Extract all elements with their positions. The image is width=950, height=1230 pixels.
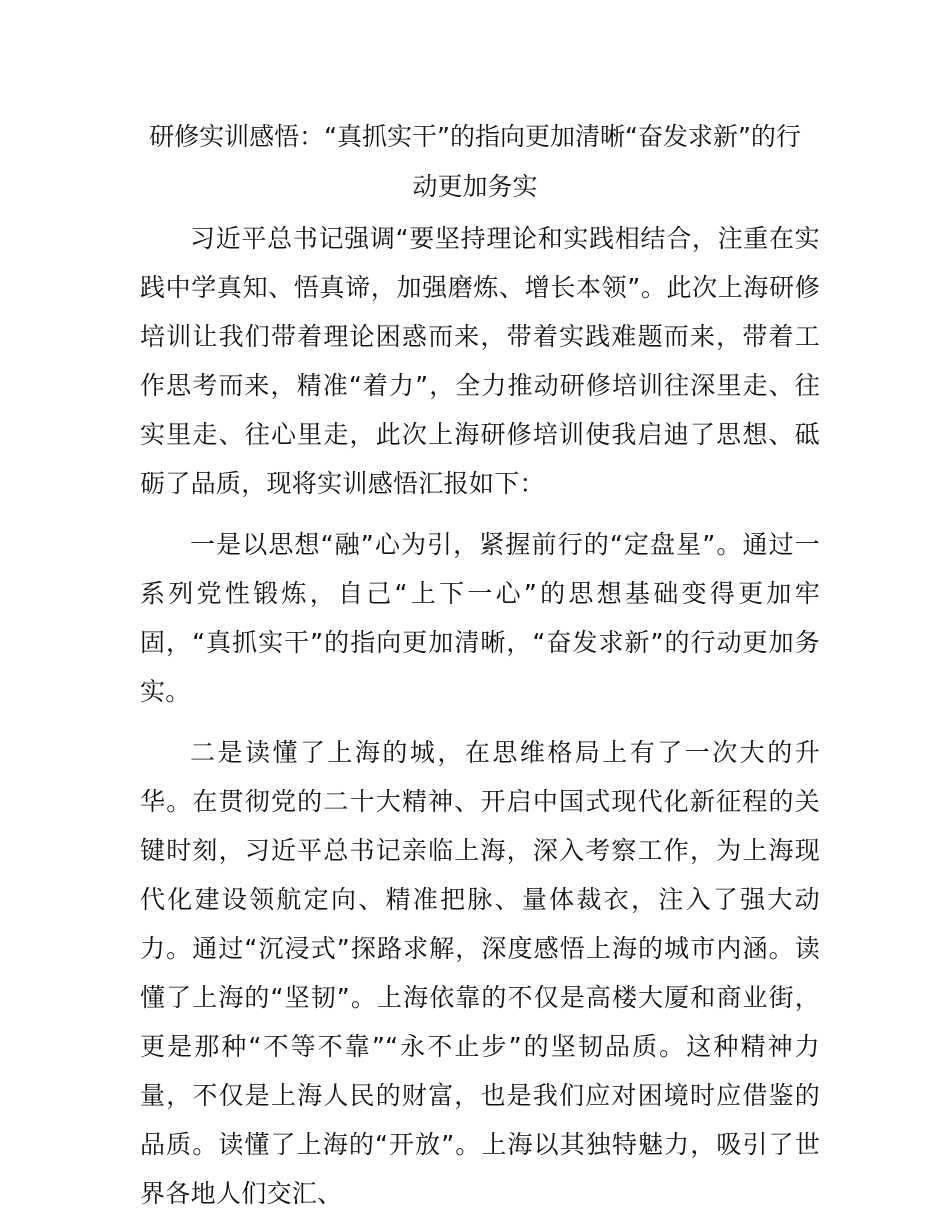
paragraph-point-two: 二是读懂了上海的城，在思维格局上有了一次大的升华。在贯彻党的二十大精神、开启中国式现代化新征程的关键时刻，习近平总书记亲临上海，深入考察工作，为上海现代化建设领航定向、精准把脉、量体裁衣，注入了强大动力。通过“沉浸式”探路求解，深度感悟上海的城市内涵。读懂了上海的“坚韧”。上海依靠的不仅是高楼大厦和商业街，更是那种“不等不靠”“永不止步”的坚韧品质。这种精神力量，不仅是上海人民的财富，也是我们应对困境时应借鉴的品质。读懂了上海的“开放”。上海以其独特魅力，吸引了世界各地人们交汇、: [140, 738, 820, 1208]
document-body: [140, 214, 820, 1230]
paragraph-intro: 习近平总书记强调“要坚持理论和实践相结合，注重在实践中学真知、悟真谛，加强磨炼、增长本领”。此次上海研修培训让我们带着理论困惑而来，带着实践难题而来，带着工作思考而来，精准“着力”，全力推动研修培训往深里走、往实里走、往心里走，此次上海研修培训使我启迪了思想、砥砺了品质，现将实训感悟汇报如下：: [140, 224, 820, 498]
document-title: 研修实训感悟：“真抓实干”的指向更加清晰“奋发求新”的行动更加务实: [149, 122, 801, 201]
paragraph-point-one: 一是以思想“融”心为引，紧握前行的“定盘星”。通过一系列党性锻炼，自己“上下一心”的思想基础变得更加牢固，“真抓实干”的指向更加清晰，“奋发求新”的行动更加务实。: [140, 530, 820, 706]
